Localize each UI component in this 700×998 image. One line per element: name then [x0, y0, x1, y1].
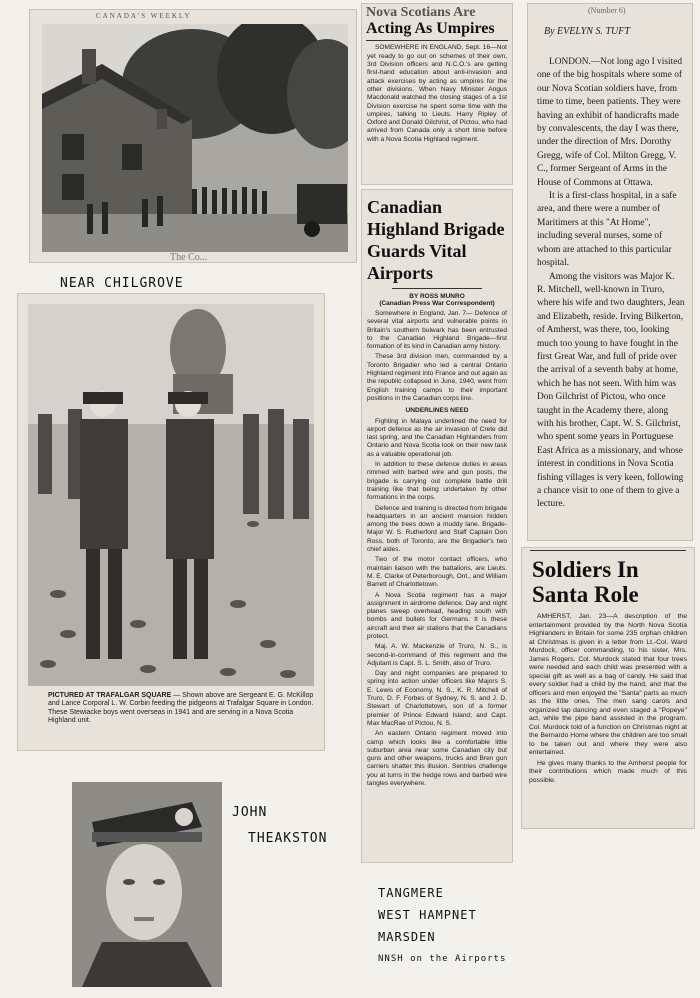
article-highland-brigade — [362, 190, 512, 862]
photo1-partial-caption: The Co... — [170, 252, 208, 263]
clipping-trafalgar — [18, 294, 324, 750]
handwritten-name-last: THEAKSTON — [248, 831, 328, 846]
handwritten-place-2: WEST HAMPNET — [378, 908, 477, 922]
article-santa-para-2: He gives many thanks to the Amherst people for their contributions which made much of this possible. — [529, 759, 687, 784]
portrait-photo — [72, 782, 222, 987]
article-highland-para-2: These 3rd division men, commanded by a Toronto Brigadier who led a central Ontario Highland regiment into France and out again as the republic collapsed in June, 1940, went from English training camps to their important positions in the Canadian corps line. — [367, 353, 507, 402]
article-santa-body — [529, 613, 687, 785]
handwritten-place-3: MARSDEN — [378, 930, 436, 944]
article-highland-para-3: Fighting in Malaya underlined the need for airport defence as the air invasion of Crete did last spring, and the Canadian Highlanders from Ontario and Nova Scotia look on their new task as a valuable operational job. — [367, 417, 507, 458]
village-soldiers-photo — [42, 24, 348, 252]
article-tuft — [528, 4, 692, 540]
trafalgar-caption-lead: PICTURED AT TRAFALGAR SQUARE — [48, 692, 172, 699]
article-highland-body — [367, 310, 507, 788]
article-santa-para-1: A description of the entertainment provided by the North Nova Scotia Highlanders in Britain for some 235 orphan children at Christmas is given in a letter from Lt.-Col. Ward Murdock, officer commanding, to his sister, Mrs. James Rogers. Col. Murdock stated that four trees were needed and each child was presented with a special gift as well as a bag of candy. He said that every soldier had a child by the hand, and that the officers and men enjoyed the "Santa" parts as much as the little ones. The men sang carols and organized tap dancing and even staged a "Popeye" act, while the pipe band assisted in the program. Col. Murdock told of a function on Christmas night at the Bernardo Home where the children are too small to be taken out and where they were also entertained. — [529, 613, 687, 756]
article-umpires-text: Not yet ready to go out on schemes of their own, 3rd Division officers and N.C.O.'s are getting first-hand education about anti-invasion and attack exercises by acting as umpires for the other divisions. When Navy Minister Angus Macdonald watched the closing stages of a 1st Division exercise he spent some time with the umpires, talking to Lieuts. Harry Ripley of Oxford and Donald Gilchrist, of Pictou, who had arrived from Canada only a short time before with a Nova Scotia Highland regiment. — [367, 44, 507, 143]
handwritten-name-first: JOHN — [232, 805, 268, 820]
article-umpires-body — [367, 44, 507, 144]
article-umpires-headline: Acting As Umpires — [366, 19, 495, 37]
article-highland-byline-sub: (Canadian Press War Correspondent) — [379, 300, 495, 307]
article-highland-subhead: UNDERLINES NEED — [405, 407, 469, 415]
article-tuft-para-3: Among the visitors was Major K. R. Mitchell, well-known in Truro, where his wife and two daughters, Jean and Elizabeth, reside. Irving Bilkerton, of Amherst, was there, too, looking much too young to have fought in the first Great War, and full of pride over the arrival of a seventh baby at home, which he has not seen. With him was Don Gilchrist of Pictou, who once taught in the Academy there, along with his brother, Capt. W. S. Gilchrist, who spent some years in Portuguese East Africa as a missionary, and whose interest in conditions in Nova Scotia fishing villages is very keen, following a chance visit to one of them to give a lecture. — [537, 271, 685, 510]
trafalgar-caption — [48, 692, 318, 726]
handwritten-place-4: NNSH on the Airports — [378, 954, 507, 964]
article-highland-headline: Canadian Highland Brigade Guards Vital Airports — [367, 197, 505, 283]
handwritten-location: NEAR CHILGROVE — [60, 276, 184, 291]
article-highland-para-10: An eastern Ontario regiment moved into camp which looks like a comfortable little suburban area near some Canadian city but guns and other weapons, trucks and Bren gun carriers shatter this illusion. Sentries challenge you at turns in the hedge rows and barbed wire tangles everywhere. — [367, 730, 507, 788]
article-highland-para-8: Maj. A. W. Mackenzie of Truro, N. S., is second-in-command of this regiment and the Adjutant is Capt. S. L. Smith, also of Truro. — [367, 643, 507, 667]
article-umpires-headline-top: Nova Scotians Are — [366, 5, 476, 20]
article-highland-para-9: Day and night companies are prepared to spring into action under officers like Majors S. E. Lewis of Economy, N. S., K. R. Mitchell of Truro, D. F. Forbes of Sydney, N. S. and J. D. Stewart of Charlottetown, son of a former premier of Prince Edward Island; and Capt. Max MacRae of Pictou, N. S. — [367, 670, 507, 727]
handwritten-name — [232, 800, 327, 852]
article-tuft-body — [537, 56, 685, 512]
article-tuft-byline: By EVELYN S. TUFT — [544, 26, 630, 37]
trafalgar-square-photo — [28, 304, 314, 686]
article-highland-byline: BY ROSS MUNRO — [409, 293, 465, 300]
article-highland-para-1: Somewhere in England, Jan. 7— Defence of several vital airports and vulnerable points in Britain's southern bulwark has been entrusted to the Canadian Highland Brigade—first formation of its kind in Canadian army history. — [367, 310, 507, 351]
article-tuft-para-2: It is a first-class hospital, in a safe area, and there were a number of Maritimers at this "At Home", including several nurses, some of whom are attached to this particular hospital. — [537, 191, 677, 269]
handwritten-places — [378, 882, 506, 970]
trafalgar-caption-text: — Shown above are Sergeant E. G. McKillop and Lance Corporal L. W. Corbin feeding the pidgeons at Trafalgar Square in London. These Stewiacke boys went overseas in 1941 and are serving in a Nova Scotia Highland unit. — [48, 692, 314, 725]
article-highland-para-4: In addition to these defence duties in areas rimmed with barbed wire and gun posts, the brigade is carrying out complete battle drill training like that being undertaken by other formations in the corps. — [367, 461, 507, 502]
article-highland-para-7: A Nova Scotia regiment has a major assignment in airdrome defence. Day and night planes sweep overhead, heading south with bombs and bullets for Germans. It is these aircraft and their air stations that the Canadians protect. — [367, 591, 507, 640]
article-highland-para-6: Two of the motor contact officers, who maintain liaison with the battalions, are Lieuts. M. E. Clarke of Peterborough, Ont., and William Barrett of Charlottetown. — [367, 556, 507, 589]
article-umpires-dateline: SOMEWHERE IN ENGLAND, Sept. 16— — [375, 44, 497, 52]
article-santa-dateline: AMHERST, Jan. 23— — [537, 613, 614, 620]
article-santa-headline: Soldiers In Santa Role — [532, 557, 639, 607]
article-umpires — [362, 4, 512, 184]
article-highland-para-5: Defence and training is directed from brigade headquarters in an ancient mansion hidden among the trees down a muddy lane. Brigade-Major W. S. Rutherford and Staff Captain Don Ross, both of Toronto, are the Brigadier's two chief aides. — [367, 504, 507, 554]
handwritten-place-1: TANGMERE — [378, 886, 444, 900]
article-tuft-para-1: LONDON.—Not long ago I visited one of the big hospitals where some of our Nova Scotian soldiers have, from time to time, been patients. They were having an exhibit of handicrafts made by convalescents, the day I was there, under the direction of Mrs. Dorothy Gregg, wife of Col. Milton Gregg, V. C., former Sergeant of Arms in the House of Commons at Ottawa. — [537, 57, 683, 188]
article-santa — [522, 548, 694, 828]
article-tuft-kicker: (Number 6) — [588, 6, 626, 15]
clipping-village-photo — [30, 10, 356, 262]
masthead: CANADA'S WEEKLY — [96, 12, 192, 20]
